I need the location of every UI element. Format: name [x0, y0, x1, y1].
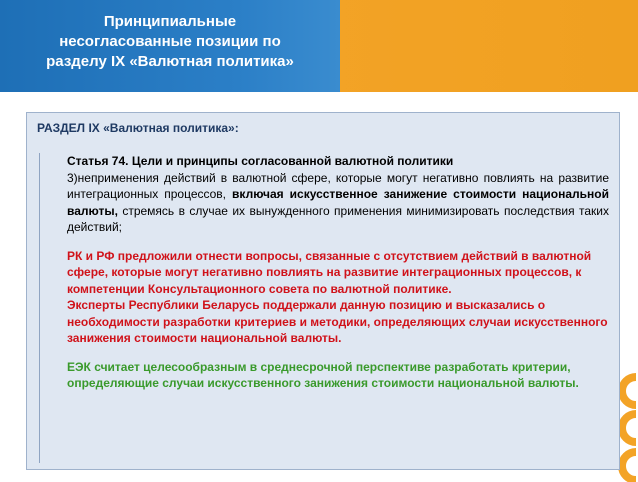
panel-divider: [39, 153, 40, 463]
article-title: Статья 74. Цели и принципы согласованной валютной политики: [67, 154, 454, 168]
section-title: РАЗДЕЛ IX «Валютная политика»:: [37, 121, 239, 135]
panel-content: [67, 153, 609, 392]
header-title-box: [0, 0, 340, 92]
green-paragraph: ЕЭК считает целесообразным в среднесрочной перспективе разработать критерии, определяющие случаи искусственного занижения стоимости национальной валюты.: [67, 359, 579, 390]
red-paragraph-1: РК и РФ предложили отнести вопросы, связанные с отсутствием действий в валютной сфере, которые могут негативно повлиять на развитие интеграционных процессов, к компетенции Консультационного совета по валютной политике.: [67, 248, 592, 296]
red-paragraph-2: Эксперты Республики Беларусь поддержали данную позицию и высказались о необходимости разработки критериев и методики, определяющих случаи искусственного занижения стоимости национальной валюты.: [67, 298, 608, 345]
red-statement: [67, 248, 609, 347]
article-body-bold: включая искусственное занижение стоимости национальной валюты,: [67, 187, 609, 218]
article-body: [67, 170, 609, 236]
article-body-text-end: стремясь в случае их вынужденного применения минимизировать последствия таких действий;: [67, 203, 609, 234]
article-body-text: 3)неприменения действий в валютной сфере, которые могут негативно повлиять на развитие интеграционных процессов,: [67, 170, 609, 201]
content-panel: [26, 112, 620, 470]
page-title: Принципиальные несогласованные позиции по разделу IX «Валютная политика»: [46, 13, 294, 70]
